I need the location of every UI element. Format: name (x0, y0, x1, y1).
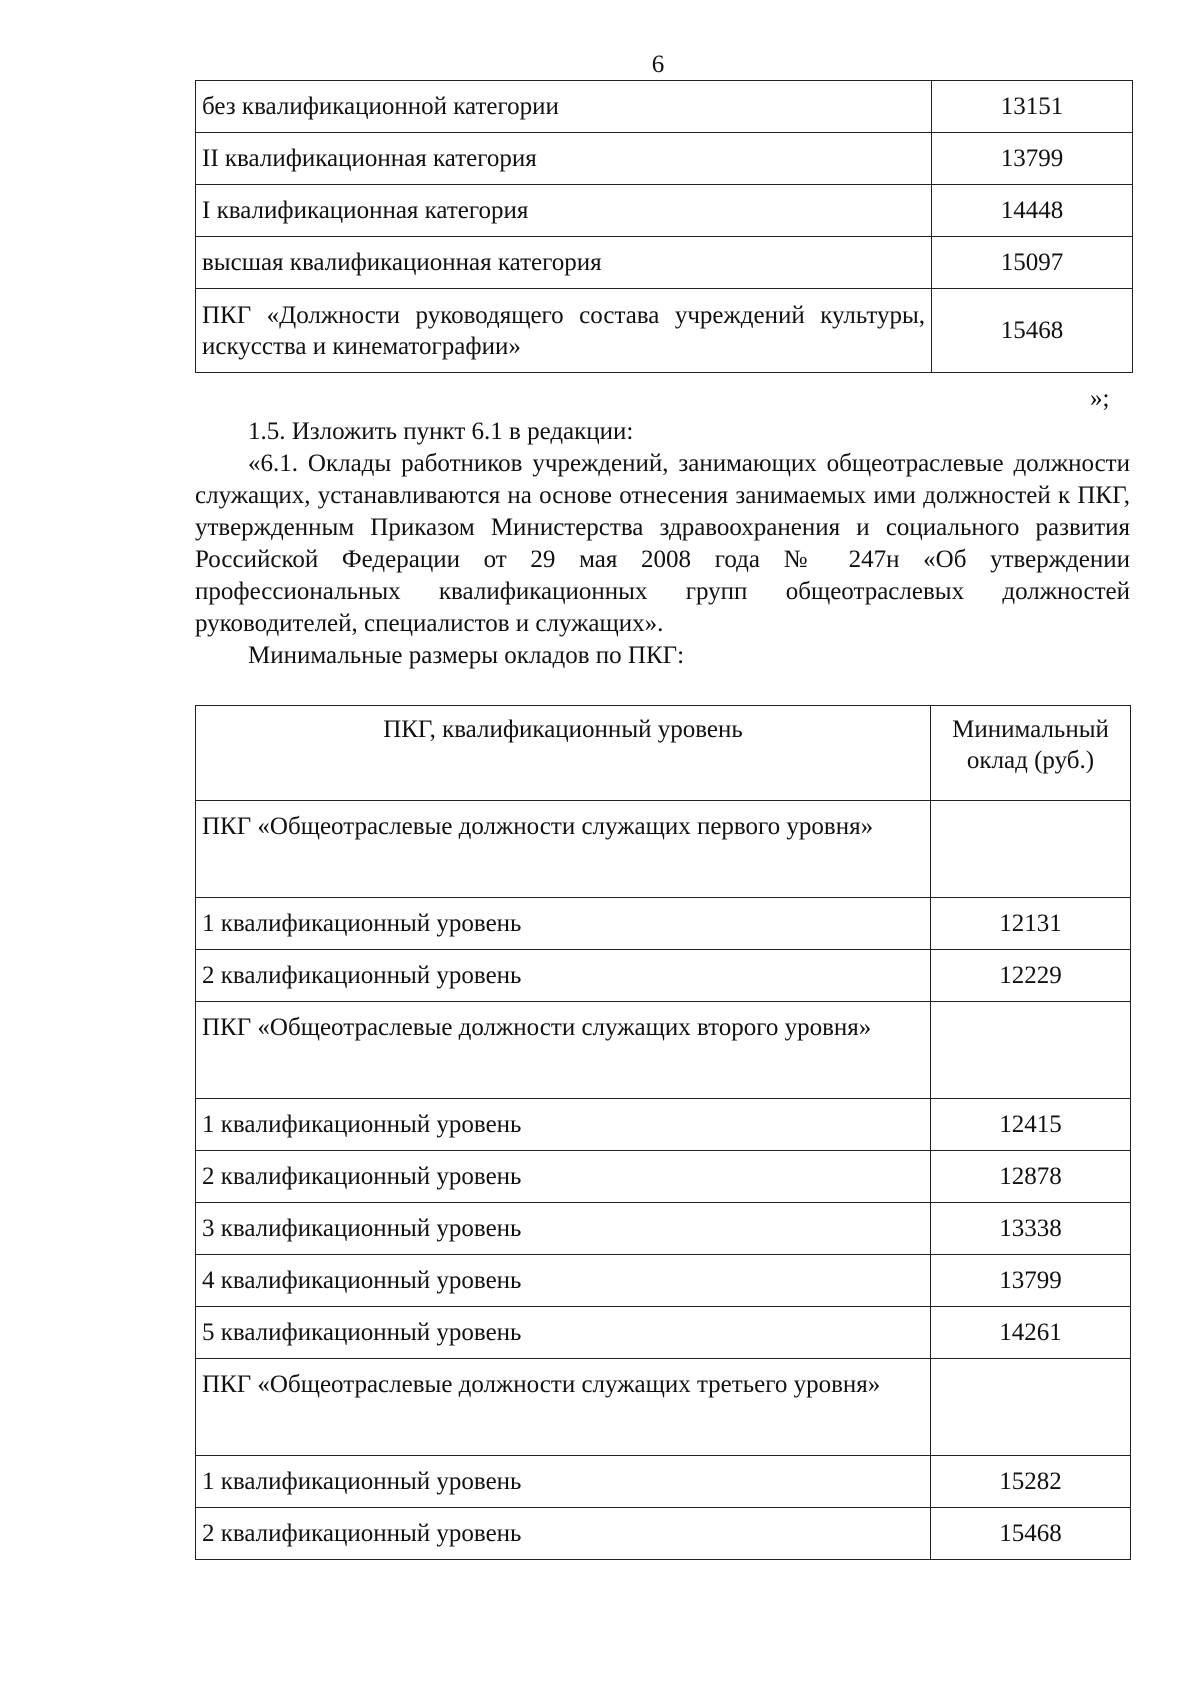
row-value: 14448 (932, 185, 1133, 237)
paragraph-item-1-5: 1.5. Изложить пункт 6.1 в редакции: (248, 418, 634, 445)
row-label: I квалификационная категория (196, 185, 932, 237)
row-label: 1 квалификационный уровень (196, 1456, 931, 1508)
row-value: 12131 (931, 898, 1131, 950)
row-value: 13799 (932, 133, 1133, 185)
row-value: 14261 (931, 1307, 1131, 1359)
table-row (196, 1203, 1131, 1255)
row-label: ПКГ «Должности руководящего состава учреждений культуры, искусства и кинематографии» (196, 289, 932, 373)
table-row (196, 1456, 1131, 1508)
row-value: 12415 (931, 1099, 1131, 1151)
row-label: высшая квалификационная категория (196, 237, 932, 289)
table-row (196, 133, 1133, 185)
row-label: ПКГ «Общеотраслевые должности служащих третьего уровня» (196, 1359, 931, 1456)
table-row (196, 1359, 1131, 1456)
page-number: 6 (651, 51, 665, 78)
row-label: 4 квалификационный уровень (196, 1255, 931, 1307)
row-value: 13151 (932, 81, 1133, 133)
closing-quote: »; (1090, 385, 1110, 412)
table-header-row (196, 706, 1131, 801)
salary-table-continued (195, 80, 1133, 373)
row-value: 15097 (932, 237, 1133, 289)
row-value: 15468 (931, 1508, 1131, 1560)
table-row (196, 81, 1133, 133)
table-row (196, 1255, 1131, 1307)
row-label: ПКГ «Общеотраслевые должности служащих второго уровня» (196, 1002, 931, 1099)
table-row (196, 185, 1133, 237)
paragraph-item-6-1: «6.1. Оклады работников учреждений, занимающих общеотраслевые должности служащих, устанавливаются на основе отнесения занимаемых ими должностей к ПКГ, утвержденным Приказом Министерства здравоохранения и социального развития Российской Федерации от 29 мая 2008 года № 247н «Об утверждении профессиональных квалификационных групп общеотраслевых должностей руководителей, специалистов и служащих». (195, 450, 1130, 637)
row-label: 1 квалификационный уровень (196, 1099, 931, 1151)
row-value: 13799 (931, 1255, 1131, 1307)
row-value (931, 1359, 1131, 1456)
row-value (931, 1002, 1131, 1099)
row-value: 15282 (931, 1456, 1131, 1508)
table-row (196, 237, 1133, 289)
table-row (196, 1307, 1131, 1359)
header-min-salary: Минимальный оклад (руб.) (931, 706, 1131, 801)
table-row (196, 950, 1131, 1002)
row-label: 3 квалификационный уровень (196, 1203, 931, 1255)
row-label: ПКГ «Общеотраслевые должности служащих первого уровня» (196, 801, 931, 898)
row-value: 12229 (931, 950, 1131, 1002)
table-row (196, 289, 1133, 373)
row-label: II квалификационная категория (196, 133, 932, 185)
row-label: 2 квалификационный уровень (196, 950, 931, 1002)
row-label: 5 квалификационный уровень (196, 1307, 931, 1359)
row-label: без квалификационной категории (196, 81, 932, 133)
row-value (931, 801, 1131, 898)
table-row (196, 801, 1131, 898)
table-row (196, 1151, 1131, 1203)
table-row (196, 898, 1131, 950)
row-label: 1 квалификационный уровень (196, 898, 931, 950)
header-pkg-level: ПКГ, квалификационный уровень (196, 706, 931, 801)
table-row (196, 1002, 1131, 1099)
row-value: 13338 (931, 1203, 1131, 1255)
table-row (196, 1099, 1131, 1151)
min-salary-table (195, 705, 1131, 1560)
table-row (196, 1508, 1131, 1560)
row-value: 15468 (932, 289, 1133, 373)
row-label: 2 квалификационный уровень (196, 1508, 931, 1560)
row-value: 12878 (931, 1151, 1131, 1203)
paragraph-min-salaries: Минимальные размеры окладов по ПКГ: (248, 642, 685, 669)
row-label: 2 квалификационный уровень (196, 1151, 931, 1203)
